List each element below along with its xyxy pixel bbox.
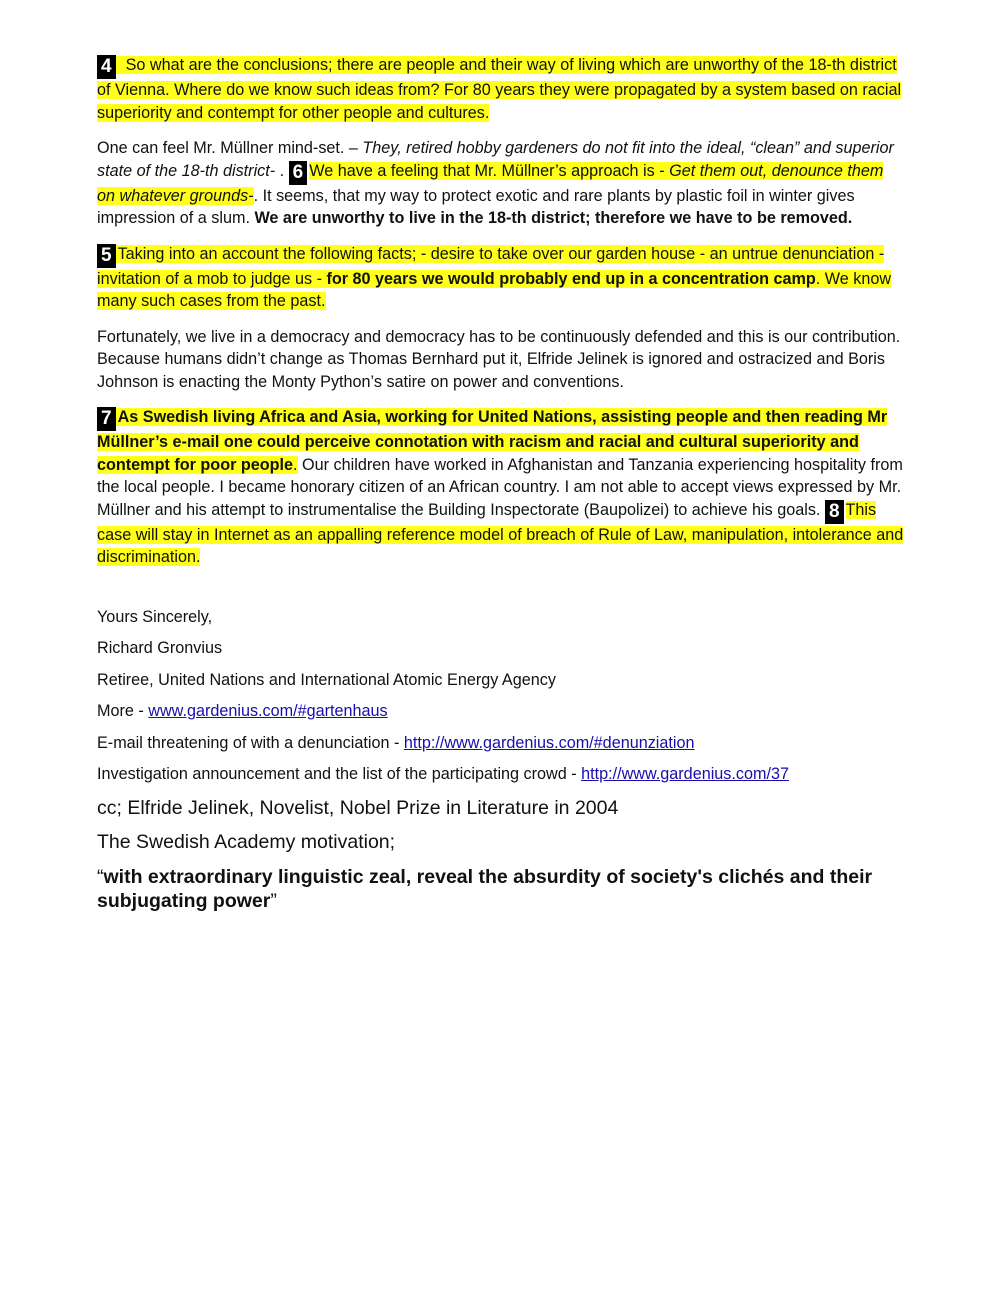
mindset-quote: They, retired hobby gardeners do not fit into the ideal, “clean” and superior state of the 18-th district- [97,139,894,180]
number-badge-4: 4 [97,55,116,79]
concentration-camp-statement: for 80 years we would probably end up in a concentration camp [326,269,816,288]
approach-text: We have a feeling that Mr. Müllner’s approach is - [309,161,665,180]
paragraph-7-dot: . [293,455,298,474]
email-line [97,732,905,755]
number-badge-5: 5 [97,244,116,268]
denunziation-link[interactable]: http://www.gardenius.com/#denunziation [403,733,695,752]
number-badge-6: 6 [289,161,308,185]
signer-role: Retiree, United Nations and International Atomic Energy Agency [97,670,556,689]
number-badge-7: 7 [97,407,116,431]
quote-close: ” [270,889,277,912]
academy-quote [97,865,905,913]
paragraph-4-text: So what are the conclusions; there are people and their way of living which are unworthy of the 18-th district of Vienna. Where do we know such ideas from? For 80 years they were propagated by a system based on racial superiority and contempt for other people and cultures. [97,56,902,122]
number-badge-8: 8 [825,500,844,524]
letter-body [97,54,905,913]
paragraph-5 [97,243,905,313]
closing: Yours Sincerely, [97,607,213,626]
highlight [97,245,891,311]
approach-quote: Get them out, denounce them on whatever grounds- [97,161,884,205]
highlight [97,56,901,122]
more-line [97,700,905,723]
paragraph-mindset [97,137,905,230]
gartenhaus-link[interactable]: www.gardenius.com/#gartenhaus [148,702,388,720]
paragraph-7-bold: As Swedish living Africa and Asia, working for United Nations, assisting people and then reading Mr Müllner’s e-mail one could perceive connotation with racism and racial and cultural superiority and contempt for poor people [97,408,888,474]
paragraph-5-tail: . We know many such cases from the past. [97,269,892,310]
paragraph-7 [97,406,905,569]
investigation-link[interactable]: http://www.gardenius.com/37 [581,765,789,783]
paragraph-7-text: Our children have worked in Afghanistan and Tanzania experiencing hospitality from the local people. I became honorary citizen of an African country. I am not able to accept views expressed by Mr. Müllner and his attempt to instrumentalise the Building Inspectorate (Baupolizei) to achieve his goals. [97,455,903,519]
paragraph-4 [97,54,905,124]
signature-block [97,606,905,786]
signer-name: Richard Gronvius [97,639,223,657]
more-label: More - [97,702,144,720]
email-label: E-mail threatening of with a denunciation - [97,733,400,752]
mindset-text: One can feel Mr. Müllner mind-set. – [97,139,358,157]
investigation-label: Investigation announcement and the list of the participating crowd - [97,765,577,783]
quote-open: “ [97,865,104,888]
highlight-8: This case will stay in Internet as an appalling reference model of breach of Rule of Law, manipulation, intolerance and discrimination. [97,500,904,566]
investigation-line [97,763,905,786]
cc-line: cc; Elfride Jelinek, Novelist, Nobel Prize in Literature in 2004 [97,796,619,819]
unworthy-statement: We are unworthy to live in the 18-th district; therefore we have to be removed. [254,209,853,227]
quote-text: with extraordinary linguistic zeal, reveal the absurdity of society's clichés and their subjugating power [97,865,873,912]
plastic-foil-text: . It seems, that my way to protect exotic and rare plants by plastic foil in winter gives impression of a slum. [97,186,855,227]
paragraph-5-text: Taking into an account the following facts; - desire to take over our garden house - an untrue denunciation - invitation of a mob to judge us - [97,244,885,288]
paragraph-democracy: Fortunately, we live in a democracy and democracy has to be continuously defended and this is our contribution. Because humans didn’t change as Thomas Bernhard put it, Elfride Jelinek is ignored and ostracized and Boris Johnson is enacting the Monty Python’s satire on power and conventions. [97,327,901,391]
academy-motivation-label: The Swedish Academy motivation; [97,830,396,853]
mindset-dot: . [279,161,285,180]
